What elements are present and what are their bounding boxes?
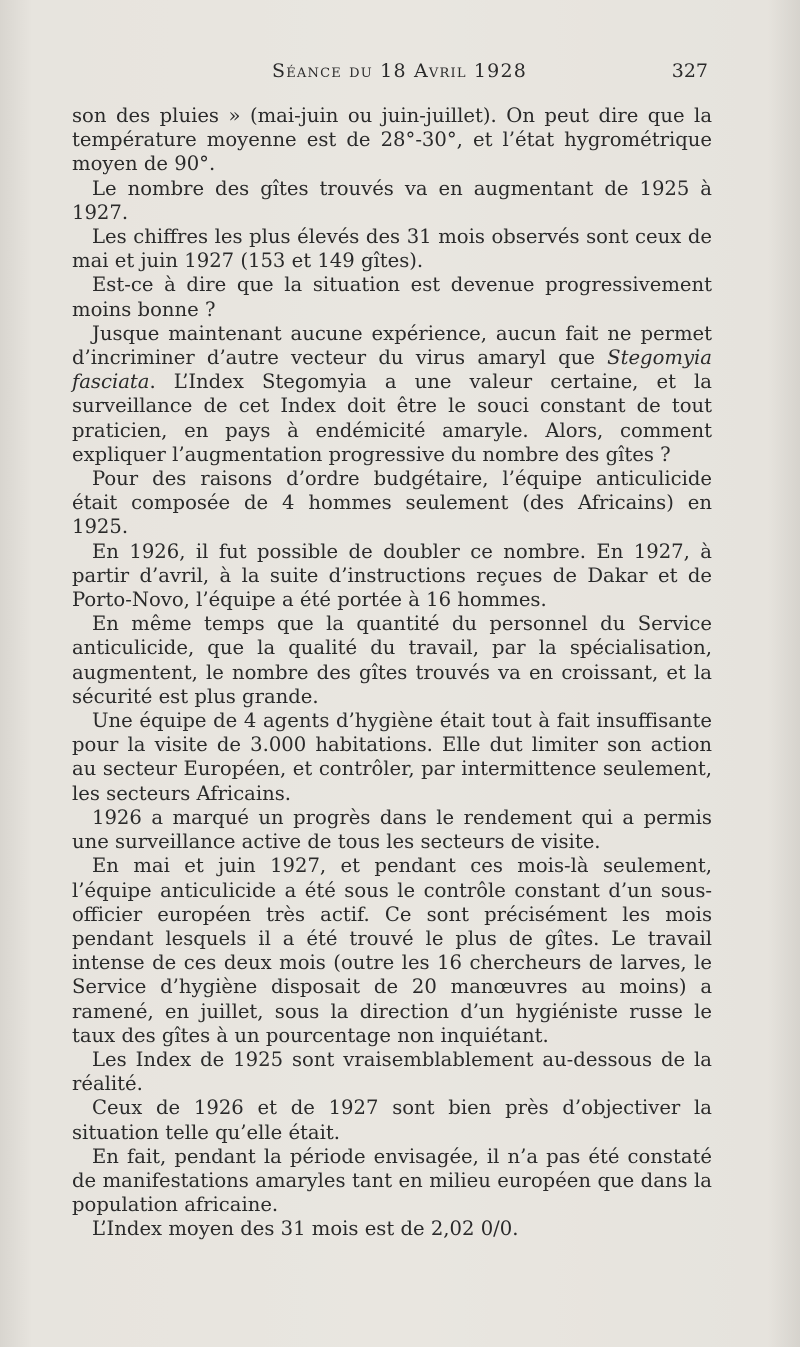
paragraph-8: En même temps que la quantité du personnel du Service anticulicide, que la qualité du travail, par la spécialisation, augmentent, le nombre des gîtes trouvés va en croissant, et la sécurité est plus grande. [72, 612, 712, 708]
paragraph-1: son des pluies » (mai-juin ou juin-juillet). On peut dire que la température moyenne est de 28°-30°, et l’état hygrométrique moyen de 90°. [72, 104, 712, 176]
species-name: Stegomyia fasciata [72, 346, 712, 394]
paragraph-14: En fait, pendant la période envisagée, il n’a pas été constaté de manifestations amaryles tant en milieu européen que dans la population africaine. [72, 1144, 712, 1217]
paragraph-13: Ceux de 1926 et de 1927 sont bien près d’objectiver la situation telle qu’elle était. [72, 1096, 712, 1144]
running-title: Séance du 18 Avril 1928 [272, 60, 528, 82]
paragraph-3: Les chiffres les plus élevés des 31 mois observés sont ceux de mai et juin 1927 (153 et 149 gîtes). [72, 225, 712, 273]
paragraph-10: 1926 a marqué un progrès dans le rendement qui a permis une surveillance active de tous les secteurs de visite. [72, 805, 712, 854]
running-head [0, 60, 800, 90]
paragraph-2: Le nombre des gîtes trouvés va en augmentant de 1925 à 1927. [72, 176, 712, 224]
paragraph-5-text-after: . L’Index Stegomyia a une valeur certaine, et la surveillance de cet Index doit être le souci constant de tout praticien, en pays à endémicité amaryle. Alors, comment expliquer l’augmentation progressive du nombre des gîtes ? [72, 370, 712, 466]
paragraph-9: Une équipe de 4 agents d’hygiène était tout à fait insuffisante pour la visite de 3.000 habitations. Elle dut limiter son action au secteur Européen, et contrôler, par intermittence seulement, les secteurs Africains. [72, 709, 712, 805]
paragraph-7: En 1926, il fut possible de doubler ce nombre. En 1927, à partir d’avril, à la suite d’instructions reçues de Dakar et de Porto-Novo, l’équipe a été portée à 16 hommes. [72, 539, 712, 612]
paragraph-15: L’Index moyen des 31 mois est de 2,02 0/0. [92, 1217, 519, 1241]
paragraph-5 [72, 322, 712, 467]
body-text [72, 104, 712, 1242]
paragraph-4: Est-ce à dire que la situation est devenue progressivement moins bonne ? [72, 273, 712, 321]
paragraph-12: Les Index de 1925 sont vraisemblablement au-dessous de la réalité. [72, 1047, 712, 1096]
paragraph-5-text-before: Jusque maintenant aucune expérience, aucun fait ne permet d’incriminer d’autre vecteur du virus amaryl que [72, 321, 712, 370]
paragraph-11: En mai et juin 1927, et pendant ces mois-là seulement, l’équipe anticulicide a été sous le contrôle constant d’un sous-officier européen très actif. Ce sont précisément les mois pendant lesquels il a été trouvé le plus de gîtes. Le travail intense de ces deux mois (outre les 16 chercheurs de larves, le Service d’hygiène disposait de 20 manœuvres au moins) a ramené, en juillet, sous la direction d’un hygiéniste russe le taux des gîtes à un pourcentage non inquiétant. [72, 854, 712, 1047]
page-number: 327 [671, 60, 708, 82]
paragraph-6: Pour des raisons d’ordre budgétaire, l’équipe anticulicide était composée de 4 hommes seulement (des Africains) en 1925. [72, 467, 712, 539]
